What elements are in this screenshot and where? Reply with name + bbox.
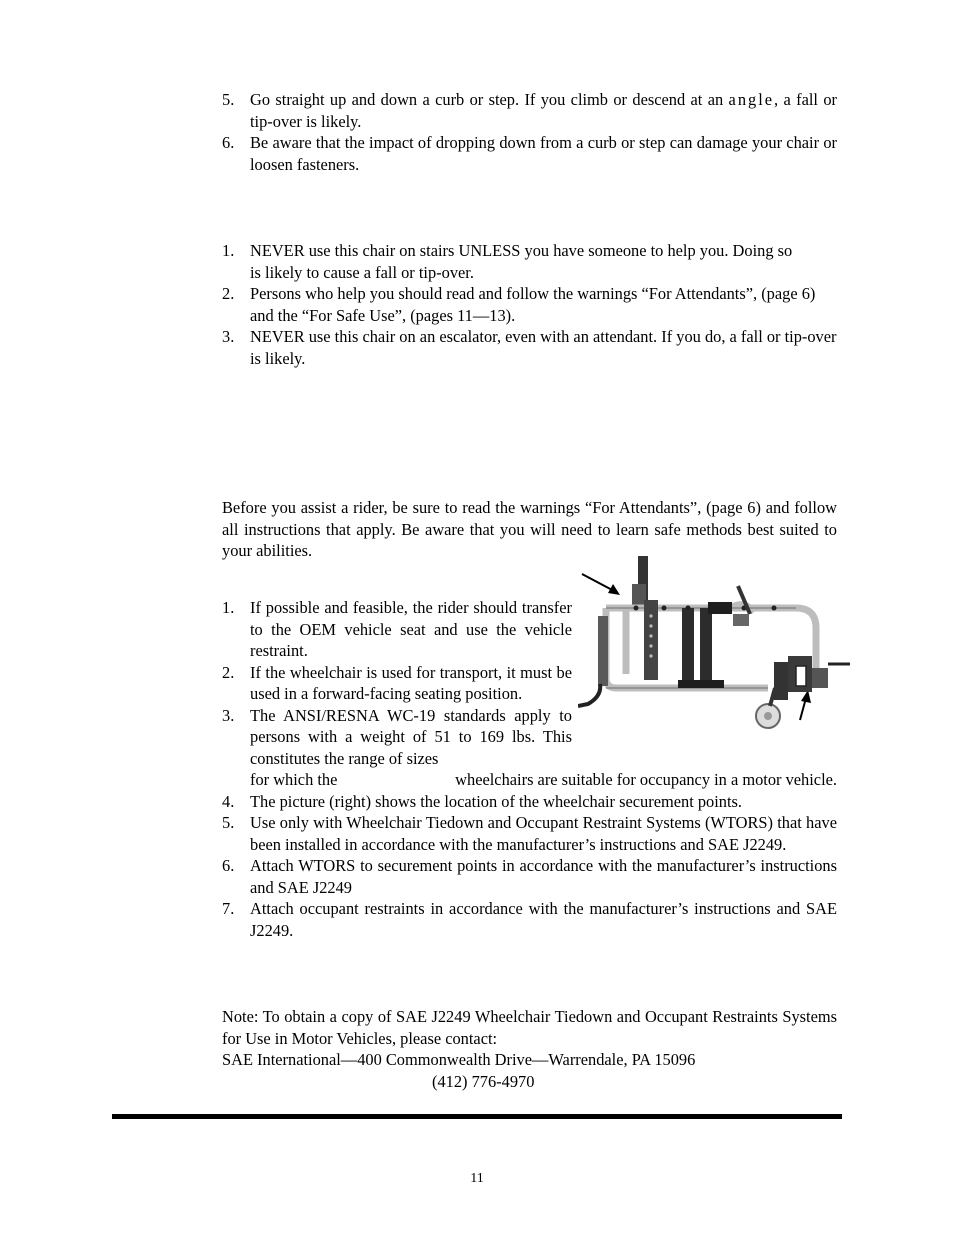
curb-instructions-list: [222, 89, 837, 175]
footer-rule: [112, 1114, 842, 1119]
list-item: 3. NEVER use this chair on an escalator, even with an attendant. If you do, a fall or tip-over is likely.: [222, 327, 837, 368]
securement-arrow-upper: [582, 574, 620, 595]
list-item: 7. Attach occupant restraints in accordance with the manufacturer’s instructions and SAE J2249.: [222, 899, 837, 940]
page-number: 11: [470, 1171, 484, 1186]
note-paragraph: Note: To obtain a copy of SAE J2249 Wheelchair Tiedown and Occupant Restraints Systems for Use in Motor Vehicles, please contact:: [222, 1007, 837, 1048]
list-item: 5. Use only with Wheelchair Tiedown and Occupant Restraint Systems (WTORS) that have been installed in accordance with the manufacturer’s instructions and SAE J2249.: [222, 813, 837, 854]
list-item: 5. Go straight up and down a curb or step. If you climb or descend at an angle, a fall or tip-over is likely.: [222, 90, 837, 131]
list-item: 1. If possible and feasible, the rider should transfer to the OEM vehicle seat and use the vehicle restraint.: [222, 598, 572, 660]
contact-address: SAE International—400 Commonwealth Drive—Warrendale, PA 15096: [222, 1050, 696, 1069]
list-item: 6. Be aware that the impact of dropping down from a curb or step can damage your chair or loosen fasteners.: [222, 133, 837, 174]
list-item: 3. The ANSI/RESNA WC-19 standards apply to persons with a weight of 51 to 169 lbs. This constitutes the range of sizes for which the wheelchairs are suitable for occupancy in a motor vehicle.: [222, 705, 837, 789]
attendant-paragraph: Before you assist a rider, be sure to read the warnings “For Attendants”, (page 6) and follow all instructions that apply. Be aware that you will need to learn safe methods best suited to your abilities.: [222, 498, 837, 560]
list-item: 2. If the wheelchair is used for transport, it must be used in a forward-facing seating position.: [222, 662, 572, 703]
list-item: 4. The picture (right) shows the location of the wheelchair securement points.: [222, 791, 743, 811]
stairs-warnings-list: [222, 240, 837, 369]
list-item: 6. Attach WTORS to securement points in accordance with the manufacturer’s instructions and SAE J2249: [222, 856, 837, 897]
contact-phone: (412) 776-4970: [432, 1072, 535, 1091]
list-item: 2. Persons who help you should read and follow the warnings “For Attendants”, (page 6) and the “For Safe Use”, (pages 11—13).: [222, 284, 816, 325]
transport-instructions-list: [222, 597, 837, 941]
list-item: 1. NEVER use this chair on stairs UNLESS you have someone to help you. Doing so is likely to cause a fall or tip-over.: [222, 241, 793, 282]
